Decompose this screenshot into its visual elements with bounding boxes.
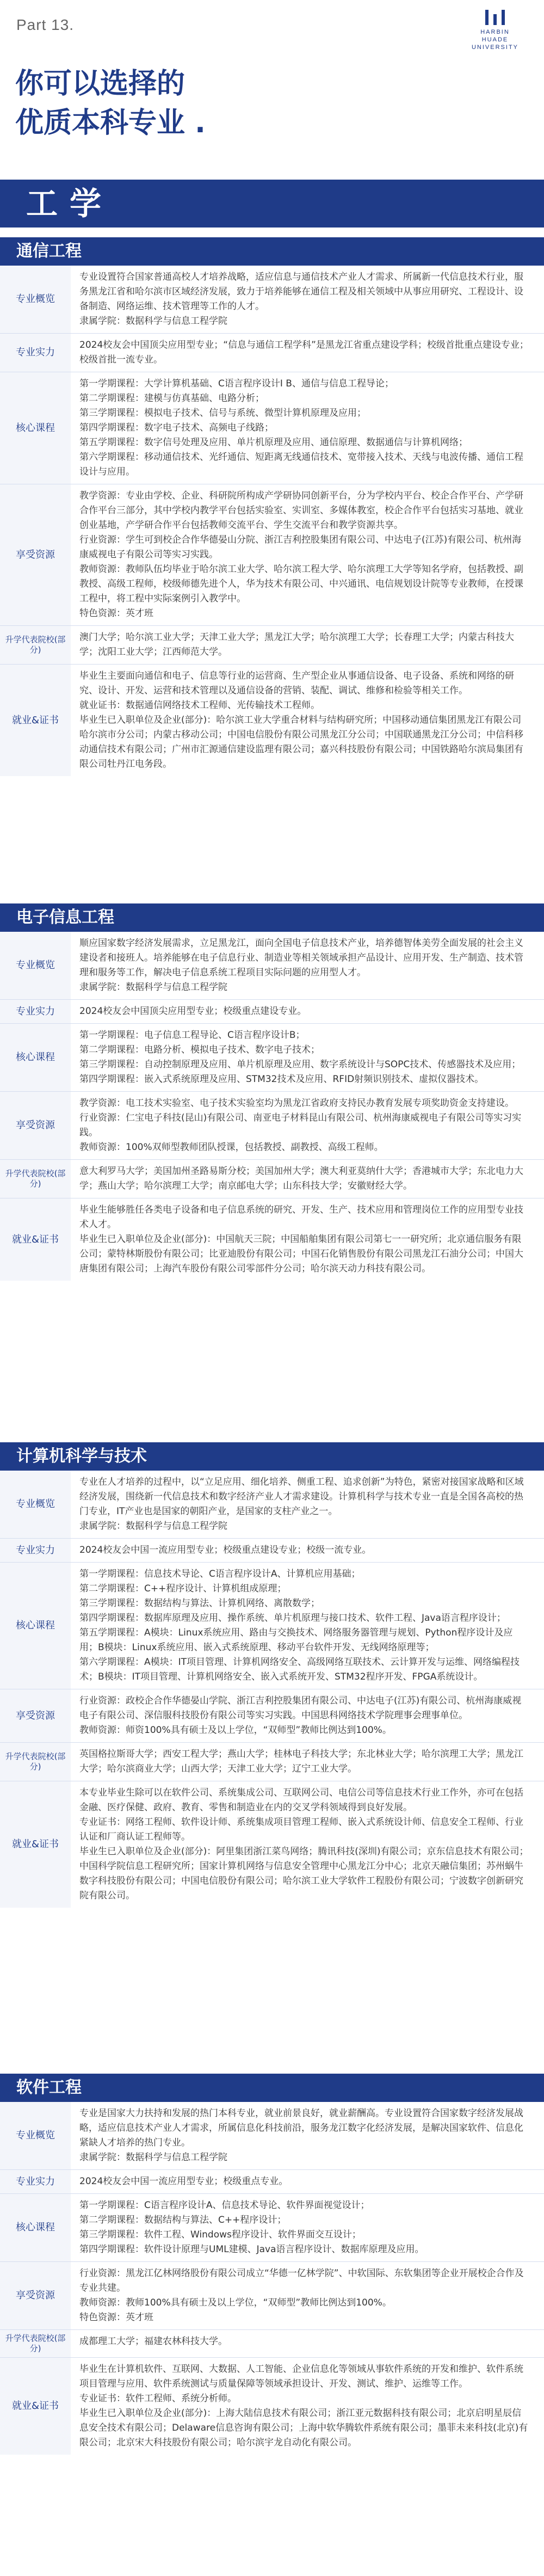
row-label: 享受资源 bbox=[0, 1689, 71, 1742]
row-label: 核心课程 bbox=[0, 372, 71, 484]
core-item: 第六学期课程：A模块：IT项目管理、计算机网络安全、高级网络互联技术、云计算开发与运维、网络编程技术；B模块：IT项目管理、计算机网络安全、嵌入式系统开发、STM32程序开发、FPGA系统设计。 bbox=[79, 1657, 520, 1682]
practice-row bbox=[0, 1000, 544, 1024]
employment-item: 毕业生能够胜任各类电子设备和电子信息系统的研究、开发、生产、技术应用和管理岗位工作的应用型专业技术人才。 bbox=[79, 1204, 523, 1230]
row-label: 专业概览 bbox=[0, 1471, 71, 1538]
row-label: 就业&证书 bbox=[0, 1781, 71, 1908]
practice-row bbox=[0, 2170, 544, 2194]
core-item: 第一学期课程：大学计算机基础、C语言程序设计I B、通信与信息工程导论； bbox=[79, 378, 394, 389]
resource-item: 行业资源：黑龙江亿林网络股份有限公司成立“华德一亿林学院”、中软国际、东软集团等企业开展校企合作及专业共建。 bbox=[79, 2268, 524, 2294]
core-item: 第二学期课程：建模与仿真基础、电路分析； bbox=[79, 393, 264, 404]
row-label: 就业&证书 bbox=[0, 1198, 71, 1281]
employment-row bbox=[0, 1781, 544, 1908]
row-label: 升学代表院校(部分) bbox=[0, 2330, 71, 2357]
core-item: 第六学期课程：移动通信技术、光纤通信、短距离无线通信技术、宽带接入技术、天线与电波传播、通信工程设计与应用。 bbox=[79, 452, 523, 477]
logo-line-3: UNIVERSITY bbox=[471, 44, 518, 51]
core-row bbox=[0, 372, 544, 484]
row-label: 就业&证书 bbox=[0, 665, 71, 776]
row-label: 享受资源 bbox=[0, 484, 71, 625]
resource-item: 教师资源：教师队伍均毕业于哈尔滨工业大学、哈尔滨工程大学、哈尔滨理工大学等知名学府，包括教授、副教授、高级工程师，校级师德先进个人，华为技术有限公司、中兴通讯、电信规划设计院等专业教师，在授课工程中，将工程中实际案例引入教学中。 bbox=[79, 564, 523, 604]
practice-text: 2024校友会中国一流应用型专业；校级重点专业。 bbox=[79, 2176, 288, 2187]
core-item: 第四学期课程：数字电子技术、高频电子线路； bbox=[79, 422, 274, 433]
resources-row bbox=[0, 1689, 544, 1743]
employment-row bbox=[0, 665, 544, 776]
employment-item: 毕业生已入职单位及企业(部分)：中国航天三院；中国船舶集团有限公司第七一一研究所；北京通信服务有限公司；蒙特林斯股份有限公司；比亚迪股份有限公司；中国石化销售股份有限公司黑龙江石油分公司；中国大唐集团有限公司；上海汽车股份有限公司零部件分公司；哈尔滨天动力科技有限公司。 bbox=[79, 1234, 523, 1274]
row-label: 核心课程 bbox=[0, 1563, 71, 1689]
part-label: Part 13. bbox=[16, 16, 75, 33]
employment-item: 毕业生已入职单位及企业(部分)：上海大陆信息技术有限公司；浙江亚元数据科技有限公司；北京启明星辰信息安全技术有限公司；Delaware信息咨询有限公司；上海中软华腾软件系统有限公司；墨菲未来科技(北京)有限公司；北京宋大科技股份有限公司；哈尔滨宇龙自动化有限公司。 bbox=[79, 2408, 528, 2448]
row-label: 就业&证书 bbox=[0, 2358, 71, 2455]
core-row bbox=[0, 1563, 544, 1689]
employment-item: 毕业生在计算机软件、互联网、大数据、人工智能、企业信息化等领域从事软件系统的开发和维护、软件系统项目管理与应用、软件系统测试与质量保障等领域承担设计、开发、测试、维护、运维等工作。 bbox=[79, 2364, 523, 2389]
core-item: 第一学期课程：电子信息工程导论、C语言程序设计B； bbox=[79, 1030, 305, 1041]
resources-row bbox=[0, 2262, 544, 2330]
core-item: 第四学期课程：软件设计原理与UML建模、Java语言程序设计、数据库原理及应用。 bbox=[79, 2244, 424, 2255]
core-item: 第五学期课程：数字信号处理及应用、单片机原理及应用、通信原理、数据通信与计算机网络； bbox=[79, 437, 468, 448]
core-row bbox=[0, 2194, 544, 2262]
grad-row bbox=[0, 626, 544, 665]
grad-row bbox=[0, 1160, 544, 1198]
university-logo bbox=[462, 10, 528, 51]
row-label: 核心课程 bbox=[0, 1024, 71, 1091]
row-label: 专业实力 bbox=[0, 2170, 71, 2193]
resource-item: 行业资源：政校企合作华德晏山学院、浙江吉利控股集团有限公司、中达电子(江苏)有限公司、杭州海康威视电子有限公司、深信服科技股份有限公司等实习实践。中国思科网络技术学院理事会理事单位。 bbox=[79, 1695, 522, 1721]
core-item: 第三学期课程：数据结构与算法、计算机网络、离散数学； bbox=[79, 1598, 320, 1609]
practice-row bbox=[0, 334, 544, 372]
row-label: 专业实力 bbox=[0, 1000, 71, 1023]
core-item: 第三学期课程：模拟电子技术、信号与系统、微型计算机原理及应用； bbox=[79, 408, 366, 419]
grad-row bbox=[0, 1743, 544, 1781]
row-label: 专业实力 bbox=[0, 1539, 71, 1562]
major-section-software-engineering bbox=[0, 2074, 544, 2455]
logo-icon bbox=[482, 10, 508, 25]
row-label: 专业概览 bbox=[0, 2102, 71, 2169]
core-item: 第一学期课程：C语言程序设计A、信息技术导论、软件界面视觉设计； bbox=[79, 2200, 370, 2211]
employment-item: 毕业生已入职单位及企业(部分)：哈尔滨工业大学重合材料与结构研究所；中国移动通信集团黑龙江有限公司哈尔滨市分公司；内蒙古移动公司；中国电信股份有限公司黑龙江分公司；中国联通黑龙江分公司；中信科移动通信技术有限公司；广州市汇源通信建设监理有限公司；嘉兴科技股份有限公司；中国铁路哈尔滨局集团有限公司牡丹江电务段。 bbox=[79, 715, 523, 770]
overview-row bbox=[0, 932, 544, 1000]
row-label: 专业实力 bbox=[0, 334, 71, 372]
category-banner bbox=[0, 180, 544, 228]
practice-text: 2024校友会中国顶尖应用型专业；“信息与通信工程学科”是黑龙江省重点建设学科；校级首批重点建设专业；校级首批一流专业。 bbox=[79, 340, 529, 365]
grad-row bbox=[0, 2330, 544, 2358]
overview-text: 专业在人才培养的过程中，以“立足应用、细化培养、侧重工程、追求创新”为特色，紧密对接国家战略和区域经济发展，围绕新一代信息技术和数字经济产业人才需求建设。计算机科学与技术专业一直是全国各高校的热门专业，IT产业也是国家的朝阳产业，是国家的支柱产业之一。 bbox=[79, 1477, 524, 1517]
employment-row bbox=[0, 1198, 544, 1281]
grad-text: 澳门大学；哈尔滨工业大学；天津工业大学；黑龙江大学；哈尔滨理工大学；长春理工大学；内蒙古科技大学；沈阳工业大学；江西师范大学。 bbox=[79, 632, 514, 657]
employment-item: 毕业生主要面向通信和电子、信息等行业的运营商、生产型企业从事通信设备、电子设备、系统和网络的研究、设计、开发、运营和技术管理以及通信设备的营销、装配、调试、维修和检验等相关工作。 bbox=[79, 671, 514, 696]
row-label: 升学代表院校(部分) bbox=[0, 1743, 71, 1781]
core-item: 第五学期课程：A模块：Linux系统应用、路由与交换技术、网络服务器管理与规划、Python程序设计及应用；B模块：Linux系统应用、嵌入式系统原理、移动平台软件开发、无线网络原理等； bbox=[79, 1627, 513, 1653]
row-label: 核心课程 bbox=[0, 2194, 71, 2261]
resource-item: 教师资源：师资100%具有硕士及以上学位，“双师型”教师比例达到100%。 bbox=[79, 1725, 392, 1736]
core-row bbox=[0, 1024, 544, 1092]
core-item: 第三学期课程：软件工程、Windows程序设计、软件界面交互设计； bbox=[79, 2229, 361, 2240]
core-item: 第四学期课程：嵌入式系统原理及应用、STM32技术及应用、RFID射频识别技术、虚拟仪器技术。 bbox=[79, 1074, 484, 1085]
resource-item: 教学资源：电工技术实验室、电子技术实验室均为黑龙江省政府支持民办教育发展专项奖助资金支持建设。 bbox=[79, 1098, 514, 1109]
resource-item: 教师资源：100%双师型教师团队授课，包括教授、副教授、高级工程师。 bbox=[79, 1142, 384, 1153]
resource-item: 行业资源：仁宝电子科技(昆山)有限公司、南亚电子材料昆山有限公司、杭州海康威视电子有限公司等实习实践。 bbox=[79, 1112, 522, 1138]
core-item: 第二学期课程：电路分析、模拟电子技术、数字电子技术； bbox=[79, 1044, 320, 1055]
practice-row bbox=[0, 1539, 544, 1563]
major-section-computer-science bbox=[0, 1442, 544, 1908]
college-text: 隶属学院：数据科学与信息工程学院 bbox=[79, 1521, 227, 1532]
employment-item: 就业证书：数据通信网络技术工程师、光传输技术工程师。 bbox=[79, 700, 320, 711]
page-header bbox=[0, 0, 544, 152]
resources-row bbox=[0, 484, 544, 626]
resource-item: 特色资源：英才班 bbox=[79, 608, 153, 619]
resource-item: 特色资源：英才班 bbox=[79, 2312, 153, 2323]
major-title: 计算机科学与技术 bbox=[0, 1442, 544, 1471]
practice-text: 2024校友会中国一流应用型专业；校级重点建设专业；校级一流专业。 bbox=[79, 1545, 372, 1556]
headline bbox=[15, 64, 206, 143]
headline-line-1: 你可以选择的 bbox=[15, 67, 186, 100]
employment-item: 专业证书：网络工程师、软件设计师、系统集成项目管理工程师、嵌入式系统设计师、信息安全工程师、行业认证和厂商认证工程师等。 bbox=[79, 1817, 523, 1842]
overview-text: 专业是国家大力扶持和发展的热门本科专业，就业前景良好，就业薪酬高。专业设置符合国家数字经济发展战略，适应信息技术产业人才需求，所属信息化科技前沿，服务龙江数字化经济发展，是解决国家软件、信息化紧缺人才培养的热门专业。 bbox=[79, 2108, 523, 2148]
resource-item: 教学资源：专业由学校、企业、科研院所构成产学研协同创新平台，分为学校内平台、校企合作平台、产学研合作平台三部分，其中学校内教学平台包括实验室、实训室、多媒体教室，校企合作平台包括实习基地、就业创业基地，产学研合作平台包括教师交流平台、学生交流平台和教学资源共享。 bbox=[79, 490, 523, 531]
resource-item: 教师资源：教师100%具有硕士及以上学位，“双师型”教师比例达到100%。 bbox=[79, 2297, 392, 2308]
row-label: 专业概览 bbox=[0, 932, 71, 999]
overview-row bbox=[0, 1471, 544, 1539]
major-title: 通信工程 bbox=[0, 237, 544, 266]
row-label: 享受资源 bbox=[0, 1092, 71, 1159]
grad-text: 意大利罗马大学；美国加州圣路易斯分校；美国加州大学；澳大利亚莫纳什大学；香港城市大学；东北电力大学；燕山大学；哈尔滨理工大学；南京邮电大学；山东科技大学；安徽财经大学。 bbox=[79, 1166, 523, 1191]
logo-line-2: HUADE bbox=[481, 36, 509, 43]
employment-row bbox=[0, 2358, 544, 2455]
overview-row bbox=[0, 2102, 544, 2170]
grad-text: 英国格拉斯哥大学；西安工程大学；燕山大学；桂林电子科技大学；东北林业大学；哈尔滨理工大学；黑龙江大学；哈尔滨商业大学；山西大学；天津工业大学；辽宁工业大学。 bbox=[79, 1749, 523, 1774]
row-label: 享受资源 bbox=[0, 2262, 71, 2329]
resources-row bbox=[0, 1092, 544, 1160]
row-label: 升学代表院校(部分) bbox=[0, 1160, 71, 1198]
row-label: 专业概览 bbox=[0, 266, 71, 333]
major-title: 软件工程 bbox=[0, 2074, 544, 2102]
core-item: 第二学期课程：数据结构与算法、C++程序设计； bbox=[79, 2215, 287, 2225]
grad-text: 成都理工大学；福建农林科技大学。 bbox=[79, 2336, 227, 2347]
overview-text: 顺应国家数字经济发展需求，立足黑龙江，面向全国电子信息技术产业，培养德智体美劳全面发展的社会主义建设者和接班人。培养能够在电子信息行业、制造业等相关领域承担产品设计、应用开发、生产制造、技术管理和服务等工作，解决电子信息系统工程项目实际问题的应用型人才。 bbox=[79, 938, 523, 978]
headline-line-2: 优质本科专业 . bbox=[15, 107, 206, 139]
college-text: 隶属学院：数据科学与信息工程学院 bbox=[79, 316, 227, 327]
overview-text: 专业设置符合国家普通高校人才培养战略，适应信息与通信技术产业人才需求、所属新一代信息技术行业，服务黑龙江省和哈尔滨市区域经济发展，致力于培养能够在通信工程及相关领域中从事应用研究、工程设计、设备制造、网络运维、技术管理等工作的人才。 bbox=[79, 272, 523, 312]
core-item: 第四学期课程：数据库原理及应用、操作系统、单片机原理与接口技术、软件工程、Java语言程序设计； bbox=[79, 1613, 506, 1624]
core-item: 第一学期课程：信息技术导论、C语言程序设计A、计算机应用基础； bbox=[79, 1569, 361, 1579]
practice-text: 2024校友会中国顶尖应用型专业；校级重点建设专业。 bbox=[79, 1006, 307, 1017]
category-title: 工学 bbox=[26, 185, 114, 222]
overview-row bbox=[0, 266, 544, 334]
major-section-communication bbox=[0, 237, 544, 776]
core-item: 第二学期课程：C++程序设计、计算机组成原理； bbox=[79, 1583, 287, 1594]
row-label: 升学代表院校(部分) bbox=[0, 626, 71, 664]
college-text: 隶属学院：数据科学与信息工程学院 bbox=[79, 2152, 227, 2163]
college-text: 隶属学院：数据科学与信息工程学院 bbox=[79, 982, 227, 993]
major-section-electronic-info bbox=[0, 903, 544, 1281]
resource-item: 行业资源：学生可到校企合作华德晏山分院、浙江吉利控股集团有限公司、中达电子(江苏)有限公司、杭州海康威视电子有限公司等实习实践。 bbox=[79, 534, 522, 560]
major-title: 电子信息工程 bbox=[0, 903, 544, 932]
employment-item: 专业证书：软件工程师、系统分析师。 bbox=[79, 2393, 237, 2404]
logo-line-1: HARBIN bbox=[480, 29, 510, 35]
employment-item: 毕业生已入职单位及企业(部分)：阿里集团浙江菜鸟网络；腾讯科技(深圳)有限公司；京东信息技术有限公司；中国科学院信息工程研究所；国家计算机网络与信息安全管理中心黑龙江分中心；北京天融信集团；苏州蜗牛数字科技股份有限公司；中国电信股份有限公司；哈尔滨工业大学软件工程股份有限公司；宁波数字创新研究院有限公司。 bbox=[79, 1846, 529, 1901]
core-item: 第三学期课程：自动控制原理及应用、单片机原理及应用、数字系统设计与SOPC技术、传感器技术及应用； bbox=[79, 1059, 521, 1070]
employment-item: 本专业毕业生除可以在软件公司、系统集成公司、互联网公司、电信公司等信息技术行业工作外，亦可在包括金融、医疗保健、政府、教育、零售和制造业在内的交叉学科领域得到良好发展。 bbox=[79, 1787, 523, 1813]
